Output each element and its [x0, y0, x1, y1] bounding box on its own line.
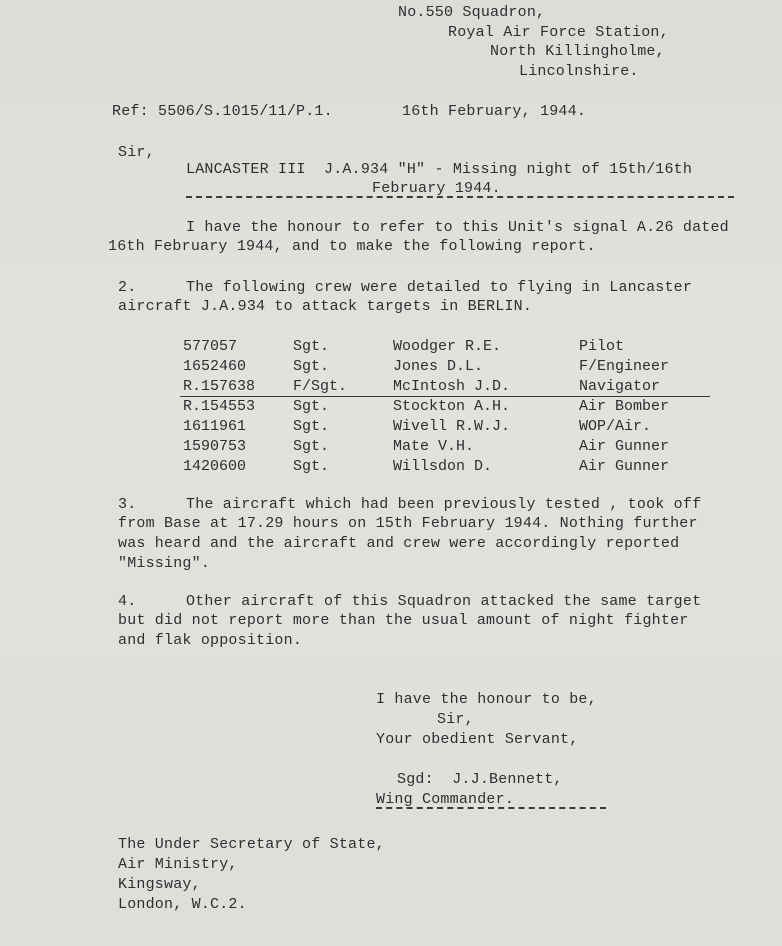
subject-underline: [186, 196, 734, 198]
crew-role: Air Bomber: [579, 397, 670, 415]
crew-role: Air Gunner: [579, 457, 670, 475]
crew-rank: Sgt.: [293, 337, 330, 355]
crew-service-number: R.154553: [183, 397, 256, 415]
salutation: Sir,: [118, 144, 155, 161]
reference-number: Ref: 5506/S.1015/11/P.1.: [112, 103, 333, 120]
crew-row: [183, 456, 719, 476]
crew-name: Woodger R.E.: [393, 337, 502, 355]
subject-line-1: LANCASTER III J.A.934 "H" - Missing night of 15th/16th: [186, 161, 693, 178]
crew-name: Wivell R.W.J.: [393, 417, 511, 435]
crew-rank: F/Sgt.: [293, 377, 348, 395]
crew-name: Jones D.L.: [393, 357, 484, 375]
crew-name: Stockton A.H.: [393, 397, 511, 415]
signatory-underline: [376, 807, 606, 809]
para3-line-4: "Missing".: [118, 555, 211, 572]
crew-service-number: 1420600: [183, 457, 247, 475]
crew-table: [183, 336, 719, 476]
para3-number: 3.: [118, 496, 137, 513]
address-line-4: Lincolnshire.: [519, 63, 639, 80]
address-line-1: No.550 Squadron,: [398, 4, 546, 21]
para1-line-2: 16th February 1944, and to make the following report.: [108, 238, 596, 255]
para2-number: 2.: [118, 279, 137, 296]
crew-rank: Sgt.: [293, 437, 330, 455]
address-line-3: North Killingholme,: [490, 43, 665, 60]
recipient-line-4: London, W.C.2.: [118, 896, 247, 913]
para3-line-1: The aircraft which had been previously tested , took off: [186, 496, 702, 513]
crew-rank: Sgt.: [293, 397, 330, 415]
para4-line-1: Other aircraft of this Squadron attacked the same target: [186, 593, 702, 610]
para4-number: 4.: [118, 593, 137, 610]
crew-role: F/Engineer: [579, 357, 670, 375]
crew-service-number: 1652460: [183, 357, 247, 375]
para2-line-2: aircraft J.A.934 to attack targets in BERLIN.: [118, 298, 533, 315]
para4-line-2: but did not report more than the usual amount of night fighter: [118, 612, 689, 629]
letter-date: 16th February, 1944.: [402, 103, 587, 120]
signature-line: Sgd: J.J.Bennett,: [397, 771, 563, 788]
crew-row: [183, 396, 719, 416]
crew-rank: Sgt.: [293, 357, 330, 375]
crew-row: [183, 436, 719, 456]
crew-name: Willsdon D.: [393, 457, 493, 475]
closing-line-2: Sir,: [437, 711, 474, 728]
crew-rank: Sgt.: [293, 417, 330, 435]
crew-service-number: R.157638: [183, 377, 256, 395]
crew-role: Air Gunner: [579, 437, 670, 455]
para1-line-1: I have the honour to refer to this Unit's signal A.26 dated: [186, 219, 729, 236]
crew-role: Navigator: [579, 377, 661, 395]
para3-line-3: was heard and the aircraft and crew were accordingly reported: [118, 535, 680, 552]
crew-name: Mate V.H.: [393, 437, 475, 455]
crew-row: [183, 336, 719, 356]
signatory-title: Wing Commander.: [376, 791, 515, 808]
crew-table-divider: [180, 396, 710, 397]
crew-rank: Sgt.: [293, 457, 330, 475]
recipient-line-2: Air Ministry,: [118, 856, 238, 873]
crew-service-number: 1590753: [183, 437, 247, 455]
crew-service-number: 577057: [183, 337, 238, 355]
closing-line-1: I have the honour to be,: [376, 691, 597, 708]
crew-role: Pilot: [579, 337, 625, 355]
crew-role: WOP/Air.: [579, 417, 652, 435]
crew-row: [183, 356, 719, 376]
crew-row: [183, 376, 719, 396]
para3-line-2: from Base at 17.29 hours on 15th February 1944. Nothing further: [118, 515, 698, 532]
subject-line-2: February 1944.: [372, 180, 501, 197]
crew-service-number: 1611961: [183, 417, 247, 435]
para4-line-3: and flak opposition.: [118, 632, 303, 649]
crew-row: [183, 416, 719, 436]
recipient-line-1: The Under Secretary of State,: [118, 836, 385, 853]
closing-line-3: Your obedient Servant,: [376, 731, 579, 748]
para2-line-1: The following crew were detailed to flying in Lancaster: [186, 279, 693, 296]
address-line-2: Royal Air Force Station,: [448, 24, 669, 41]
recipient-line-3: Kingsway,: [118, 876, 201, 893]
crew-name: McIntosh J.D.: [393, 377, 511, 395]
